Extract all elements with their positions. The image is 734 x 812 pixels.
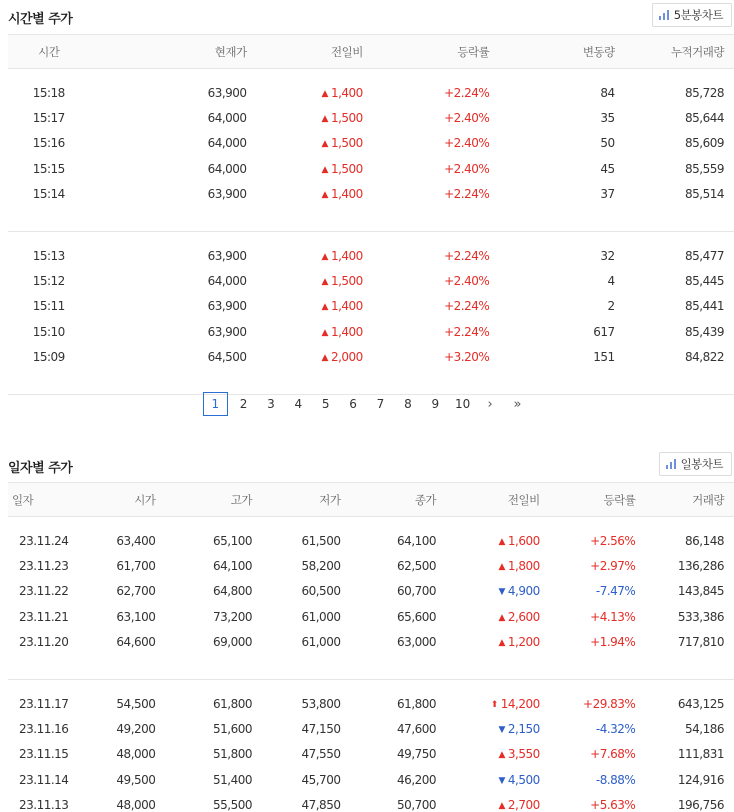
volume-cell: 37: [600, 186, 615, 201]
change-cell: [436, 767, 540, 792]
high-cell: 55,500: [213, 797, 253, 812]
price-cell: 63,900: [207, 299, 247, 314]
page-link-5[interactable]: 5: [321, 397, 330, 411]
rate-cell: +2.40%: [444, 274, 490, 289]
date-cell: 23.11.16: [19, 722, 69, 737]
triangle-up-icon: ▲: [498, 562, 505, 573]
time-cell: 15:16: [32, 136, 65, 151]
divider-cell: [8, 654, 734, 679]
close-cell: 64,100: [397, 534, 437, 549]
high-cell: 51,600: [213, 722, 253, 737]
rate-cell: -4.32%: [595, 722, 636, 737]
daily-table-body: [8, 517, 734, 812]
table-row: [8, 691, 734, 716]
spacer-cell: [8, 679, 734, 691]
price-cell: 64,000: [207, 136, 247, 151]
five-minute-chart-button[interactable]: [652, 3, 732, 27]
five-minute-chart-label: 5분봉차트: [673, 8, 723, 22]
hourly-price-table: [8, 34, 734, 395]
page-link-7[interactable]: 7: [376, 397, 385, 411]
page-link-2[interactable]: 2: [239, 397, 248, 411]
divider-cell: [8, 206, 734, 231]
open-cell: 54,500: [116, 697, 156, 712]
double-chevron-right-icon[interactable]: »: [513, 396, 522, 412]
table-row: [8, 269, 734, 294]
page-link-10[interactable]: 10: [455, 397, 471, 411]
rate-cell: -7.47%: [595, 584, 636, 599]
table-row: [8, 554, 734, 579]
triangle-down-icon: ▼: [498, 775, 505, 786]
column-header-high: 고가: [155, 483, 252, 517]
rate-cell: +5.63%: [590, 797, 636, 812]
rate-cell: +4.13%: [590, 609, 636, 624]
page-link-6[interactable]: 6: [349, 397, 357, 411]
time-cell: 15:14: [32, 186, 65, 201]
triangle-up-icon: ▲: [321, 114, 328, 125]
change-cell: [247, 294, 363, 319]
price-cell: 64,500: [207, 349, 247, 364]
date-cell: 23.11.20: [19, 634, 69, 649]
cumulative-volume-cell: 85,445: [685, 274, 724, 289]
change-cell: [436, 554, 540, 579]
close-cell: 62,500: [397, 559, 437, 574]
low-cell: 61,500: [301, 534, 341, 549]
page-link-8[interactable]: 8: [404, 397, 412, 411]
rate-cell: +2.40%: [444, 136, 490, 151]
change-value: 3,550: [507, 747, 540, 762]
daily-header-row: [8, 483, 734, 517]
cumulative-volume-cell: 85,559: [685, 161, 724, 176]
triangle-up-icon: ▲: [498, 612, 505, 623]
table-row: [8, 294, 734, 319]
time-cell: 15:12: [32, 274, 65, 289]
time-cell: 15:17: [32, 111, 65, 126]
volume-cell: 84: [600, 86, 615, 101]
volume-cell: 617: [593, 324, 615, 339]
volume-cell: 32: [600, 249, 615, 264]
table-row: [8, 604, 734, 629]
page-link-9[interactable]: 9: [431, 397, 440, 411]
close-cell: 46,200: [397, 772, 437, 787]
hourly-section-header: [0, 0, 734, 34]
change-value: 1,200: [507, 634, 540, 649]
low-cell: 61,000: [301, 609, 341, 624]
triangle-down-icon: ▼: [498, 725, 505, 736]
cumulative-volume-cell: 85,514: [685, 186, 724, 201]
change-cell: [436, 529, 540, 554]
hourly-table-body: [8, 69, 734, 395]
change-value: 1,600: [507, 534, 540, 549]
close-cell: 63,000: [397, 634, 437, 649]
high-cell: 73,200: [213, 609, 253, 624]
volume-cell: 35: [600, 111, 615, 126]
volume-cell: 2: [607, 299, 615, 314]
column-header-rate: 등락률: [540, 483, 636, 517]
date-cell: 23.11.23: [19, 559, 69, 574]
volume-cell: 45: [600, 161, 615, 176]
date-cell: 23.11.21: [19, 609, 69, 624]
change-cell: [247, 156, 363, 181]
triangle-up-icon: ▲: [321, 89, 328, 100]
daily-chart-label: 일봉차트: [680, 457, 723, 471]
change-value: 1,400: [330, 186, 363, 201]
change-cell: [436, 742, 540, 767]
triangle-up-icon: ▲: [498, 537, 505, 548]
column-header-time: 시간: [8, 35, 90, 69]
change-value: 1,400: [330, 86, 363, 101]
open-cell: 64,600: [116, 634, 156, 649]
low-cell: 47,550: [301, 747, 341, 762]
bar-chart-icon: [659, 10, 669, 20]
row-spacer: [8, 231, 734, 243]
time-cell: 15:18: [32, 86, 65, 101]
date-cell: 23.11.14: [19, 772, 69, 787]
time-cell: 15:13: [32, 249, 65, 264]
page-link-4[interactable]: 4: [294, 397, 303, 411]
table-row: [8, 81, 734, 106]
daily-title: 일자별 주가: [8, 461, 73, 476]
low-cell: 61,000: [301, 634, 341, 649]
high-cell: 51,400: [213, 772, 253, 787]
column-header-change: 전일비: [247, 35, 363, 69]
pagination: [0, 391, 734, 417]
daily-price-table: [8, 482, 734, 812]
column-header-price: 현재가: [90, 35, 247, 69]
triangle-up-icon: ▲: [321, 327, 328, 338]
volume-cell: 136,286: [677, 559, 724, 574]
spacer-cell: [8, 69, 734, 81]
table-row: [8, 156, 734, 181]
open-cell: 61,700: [116, 559, 156, 574]
change-value: 2,600: [507, 609, 540, 624]
change-cell: [247, 319, 363, 344]
change-cell: [247, 81, 363, 106]
triangle-up-icon: ▲: [498, 750, 505, 761]
column-header-rate: 등락률: [363, 35, 489, 69]
change-value: 2,700: [507, 797, 540, 812]
table-row: [8, 742, 734, 767]
table-row: [8, 131, 734, 156]
table-row: [8, 629, 734, 654]
table-row: [8, 243, 734, 268]
open-cell: 49,200: [116, 722, 156, 737]
open-cell: 63,400: [116, 534, 156, 549]
volume-cell: 151: [593, 349, 615, 364]
change-value: 1,500: [330, 111, 363, 126]
group-divider: [8, 654, 734, 679]
page-link-1[interactable]: 1: [203, 392, 228, 416]
rate-cell: +2.40%: [444, 161, 490, 176]
volume-cell: 717,810: [677, 634, 724, 649]
high-cell: 69,000: [213, 634, 253, 649]
high-cell: 61,800: [213, 697, 253, 712]
time-cell: 15:11: [32, 299, 65, 314]
triangle-up-icon: ▲: [498, 800, 505, 811]
change-value: 14,200: [500, 697, 540, 712]
date-cell: 23.11.13: [19, 797, 69, 812]
table-row: [8, 106, 734, 131]
row-spacer: [8, 679, 734, 691]
change-value: 1,500: [330, 274, 363, 289]
volume-cell: 124,916: [677, 772, 724, 787]
column-header-open: 시가: [79, 483, 155, 517]
table-row: [8, 181, 734, 206]
table-row: [8, 529, 734, 554]
volume-cell: 54,186: [685, 722, 724, 737]
price-cell: 63,900: [207, 249, 247, 264]
volume-cell: 643,125: [677, 697, 724, 712]
high-cell: 65,100: [213, 534, 253, 549]
rate-cell: +2.24%: [444, 186, 490, 201]
triangle-up-icon: ▲: [321, 277, 328, 288]
change-value: 1,500: [330, 161, 363, 176]
column-header-date: 일자: [8, 483, 79, 517]
change-value: 4,900: [507, 584, 540, 599]
low-cell: 47,150: [301, 722, 341, 737]
column-header-change: 전일비: [436, 483, 540, 517]
cumulative-volume-cell: 85,644: [685, 111, 724, 126]
volume-cell: 86,148: [685, 534, 724, 549]
triangle-up-icon: ▲: [321, 352, 328, 363]
close-cell: 65,600: [397, 609, 437, 624]
price-cell: 63,900: [207, 186, 247, 201]
spacer-cell: [8, 231, 734, 243]
change-value: 1,800: [507, 559, 540, 574]
change-cell: [436, 717, 540, 742]
volume-cell: 143,845: [677, 584, 724, 599]
change-cell: [436, 579, 540, 604]
change-value: 1,500: [330, 136, 363, 151]
price-cell: 64,000: [207, 274, 247, 289]
triangle-up-icon: ▲: [321, 139, 328, 150]
cumulative-volume-cell: 85,441: [685, 299, 724, 314]
change-cell: [247, 269, 363, 294]
arrow-up-icon: ⬆: [490, 700, 498, 711]
rate-cell: +2.24%: [444, 249, 490, 264]
close-cell: 50,700: [397, 797, 437, 812]
rate-cell: +3.20%: [444, 349, 490, 364]
rate-cell: +1.94%: [590, 634, 636, 649]
change-value: 2,000: [330, 349, 363, 364]
table-row: [8, 792, 734, 812]
cumulative-volume-cell: 85,477: [685, 249, 724, 264]
price-cell: 64,000: [207, 111, 247, 126]
chevron-right-icon[interactable]: ›: [487, 396, 493, 412]
table-row: [8, 717, 734, 742]
triangle-up-icon: ▲: [321, 189, 328, 200]
change-cell: [247, 243, 363, 268]
table-row: [8, 319, 734, 344]
cumulative-volume-cell: 84,822: [685, 349, 724, 364]
date-cell: 23.11.17: [19, 697, 69, 712]
low-cell: 58,200: [301, 559, 341, 574]
triangle-down-icon: ▼: [498, 587, 505, 598]
change-cell: [247, 106, 363, 131]
triangle-up-icon: ▲: [321, 252, 328, 263]
change-cell: [436, 629, 540, 654]
rate-cell: -8.88%: [595, 772, 636, 787]
rate-cell: +2.24%: [444, 86, 490, 101]
triangle-up-icon: ▲: [321, 302, 328, 313]
page-link-3[interactable]: 3: [267, 397, 275, 411]
open-cell: 62,700: [116, 584, 156, 599]
group-divider: [8, 206, 734, 231]
change-value: 4,500: [507, 772, 540, 787]
cumulative-volume-cell: 85,728: [685, 86, 724, 101]
date-cell: 23.11.22: [19, 584, 69, 599]
rate-cell: +2.56%: [590, 534, 636, 549]
open-cell: 49,500: [116, 772, 156, 787]
triangle-up-icon: ▲: [498, 637, 505, 648]
change-cell: [247, 181, 363, 206]
cumulative-volume-cell: 85,439: [685, 324, 724, 339]
open-cell: 48,000: [116, 747, 156, 762]
low-cell: 53,800: [301, 697, 341, 712]
low-cell: 60,500: [301, 584, 341, 599]
change-value: 1,400: [330, 299, 363, 314]
row-spacer: [8, 517, 734, 529]
column-header-volume: 거래량: [635, 483, 734, 517]
volume-cell: 50: [600, 136, 615, 151]
triangle-up-icon: ▲: [321, 164, 328, 175]
table-row: [8, 344, 734, 369]
rate-cell: +7.68%: [590, 747, 636, 762]
price-cell: 63,900: [207, 324, 247, 339]
open-cell: 48,000: [116, 797, 156, 812]
column-header-cumulative-volume: 누적거래량: [615, 35, 734, 69]
volume-cell: 196,756: [677, 797, 724, 812]
rate-cell: +2.97%: [590, 559, 636, 574]
change-cell: [247, 131, 363, 156]
volume-cell: 111,831: [677, 747, 724, 762]
close-cell: 60,700: [397, 584, 437, 599]
open-cell: 63,100: [116, 609, 156, 624]
column-header-low: 저가: [252, 483, 340, 517]
rate-cell: +2.24%: [444, 324, 490, 339]
hourly-title: 시간별 주가: [8, 12, 73, 27]
close-cell: 61,800: [397, 697, 437, 712]
change-value: 1,400: [330, 249, 363, 264]
change-value: 2,150: [507, 722, 540, 737]
rate-cell: +29.83%: [583, 697, 636, 712]
close-cell: 47,600: [397, 722, 437, 737]
column-header-close: 종가: [340, 483, 436, 517]
hourly-header-row: [8, 35, 734, 69]
daily-chart-button[interactable]: [659, 452, 732, 476]
low-cell: 47,850: [301, 797, 341, 812]
change-cell: [436, 604, 540, 629]
high-cell: 51,800: [213, 747, 253, 762]
change-cell: [247, 344, 363, 369]
price-cell: 63,900: [207, 86, 247, 101]
price-cell: 64,000: [207, 161, 247, 176]
time-cell: 15:15: [32, 161, 65, 176]
rate-cell: +2.24%: [444, 299, 490, 314]
cumulative-volume-cell: 85,609: [685, 136, 724, 151]
rate-cell: +2.40%: [444, 111, 490, 126]
change-value: 1,400: [330, 324, 363, 339]
change-cell: [436, 792, 540, 812]
high-cell: 64,100: [213, 559, 253, 574]
change-cell: [436, 691, 540, 716]
volume-cell: 533,386: [677, 609, 724, 624]
date-cell: 23.11.24: [19, 534, 69, 549]
column-header-volume: 변동량: [489, 35, 614, 69]
table-row: [8, 767, 734, 792]
volume-cell: 4: [607, 274, 615, 289]
close-cell: 49,750: [397, 747, 437, 762]
date-cell: 23.11.15: [19, 747, 69, 762]
row-spacer: [8, 69, 734, 81]
spacer-cell: [8, 517, 734, 529]
time-cell: 15:10: [32, 324, 65, 339]
time-cell: 15:09: [32, 349, 65, 364]
high-cell: 64,800: [213, 584, 253, 599]
bar-chart-icon: [666, 459, 676, 469]
low-cell: 45,700: [301, 772, 341, 787]
daily-section-header: [0, 449, 734, 483]
table-row: [8, 579, 734, 604]
